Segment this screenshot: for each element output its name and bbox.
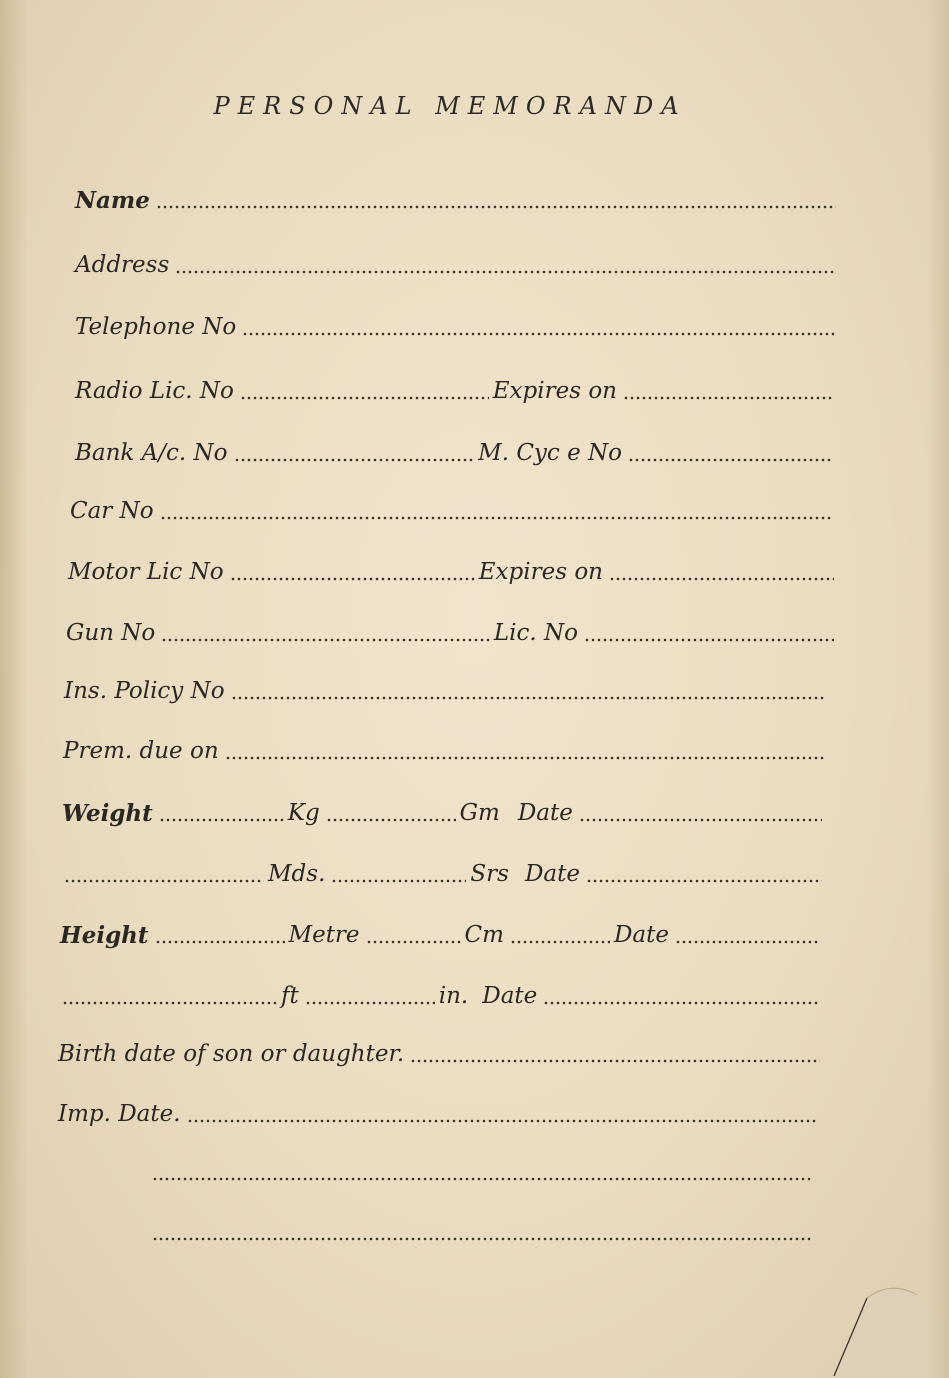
metre-blank[interactable] [366, 940, 461, 944]
imp-date-blank[interactable] [187, 1119, 818, 1123]
gun-no-blank[interactable] [161, 638, 490, 642]
address-row [75, 243, 840, 277]
mds-lead-blank[interactable] [64, 879, 264, 883]
cm-blank[interactable] [510, 940, 610, 944]
gun-lic-blank[interactable] [584, 638, 834, 642]
kg-label: Kg [287, 800, 320, 826]
ft-date-label: Date [482, 983, 538, 1009]
ft-date-blank[interactable] [543, 1001, 820, 1005]
car-no-label: Car No [70, 498, 154, 524]
radio-lic-blank[interactable] [240, 396, 489, 400]
bank-ac-blank[interactable] [234, 458, 475, 462]
ft-row [60, 974, 824, 1008]
ins-policy-row [64, 669, 830, 703]
car-row [70, 489, 835, 523]
radio-row [75, 369, 837, 403]
extra-blank-1[interactable] [152, 1177, 811, 1181]
gun-row [66, 611, 838, 645]
m-cycle-blank[interactable] [628, 458, 833, 462]
height-date-blank[interactable] [675, 940, 820, 944]
name-row [75, 178, 840, 212]
height-date-label: Date [613, 922, 669, 948]
gun-lic-label: Lic. No [493, 620, 578, 646]
mds-label: Mds. [268, 861, 326, 887]
telephone-blank[interactable] [242, 332, 836, 336]
mds-date-label: Date [524, 861, 580, 887]
ins-policy-blank[interactable] [231, 696, 826, 700]
ft-blank[interactable] [305, 1001, 435, 1005]
birth-date-row [58, 1032, 824, 1066]
birth-date-label: Birth date of son or daughter. [58, 1041, 405, 1067]
gun-no-label: Gun No [66, 620, 156, 646]
extra-blank-2[interactable] [152, 1237, 812, 1241]
weight-date-label: Date [517, 800, 573, 826]
mds-row [62, 852, 826, 886]
bank-row [75, 431, 837, 465]
motor-expires-label: Expires on [478, 559, 603, 585]
motor-lic-blank[interactable] [230, 577, 475, 581]
height-blank[interactable] [155, 940, 285, 944]
car-no-blank[interactable] [160, 516, 831, 520]
m-cycle-label: M. Cyc e No [478, 440, 622, 466]
ins-policy-label: Ins. Policy No [64, 678, 225, 704]
weight-blank[interactable] [159, 818, 284, 822]
address-label: Address [75, 252, 170, 278]
prem-due-row [63, 729, 828, 763]
motor-lic-label: Motor Lic No [68, 559, 224, 585]
in-label: in. [438, 983, 469, 1009]
ft-label: ft [281, 983, 299, 1009]
ft-lead-blank[interactable] [62, 1001, 277, 1005]
address-blank[interactable] [175, 270, 836, 274]
bank-ac-label: Bank A/c. No [75, 440, 228, 466]
metre-label: Metre [288, 922, 360, 948]
radio-expires-blank[interactable] [623, 396, 833, 400]
prem-due-blank[interactable] [225, 756, 824, 760]
motor-expires-blank[interactable] [609, 577, 834, 581]
telephone-row [75, 305, 840, 339]
telephone-label: Telephone No [75, 314, 237, 340]
srs-label: Srs [470, 861, 509, 887]
weight-label: Weight [62, 800, 153, 827]
extra-row-1 [150, 1150, 815, 1184]
mds-date-blank[interactable] [586, 879, 822, 883]
height-label: Height [60, 922, 149, 949]
extra-row-2 [150, 1210, 816, 1244]
mds-blank[interactable] [331, 879, 466, 883]
cm-label: Cm [464, 922, 504, 948]
name-label: Name [75, 187, 150, 214]
birth-date-blank[interactable] [410, 1059, 820, 1063]
kg-blank[interactable] [326, 818, 456, 822]
folded-corner-mark [739, 1268, 949, 1378]
radio-expires-label: Expires on [492, 378, 617, 404]
weight-date-blank[interactable] [579, 818, 822, 822]
imp-date-label: Imp. Date. [58, 1101, 181, 1127]
gm-label: Gm [459, 800, 500, 826]
name-blank[interactable] [156, 205, 836, 209]
radio-lic-label: Radio Lic. No [75, 378, 234, 404]
imp-date-row [58, 1092, 822, 1126]
motor-row [68, 550, 838, 584]
prem-due-label: Prem. due on [63, 738, 219, 764]
weight-row [62, 791, 826, 825]
page-title: PERSONAL MEMORANDA [213, 92, 687, 120]
height-row [60, 913, 824, 947]
